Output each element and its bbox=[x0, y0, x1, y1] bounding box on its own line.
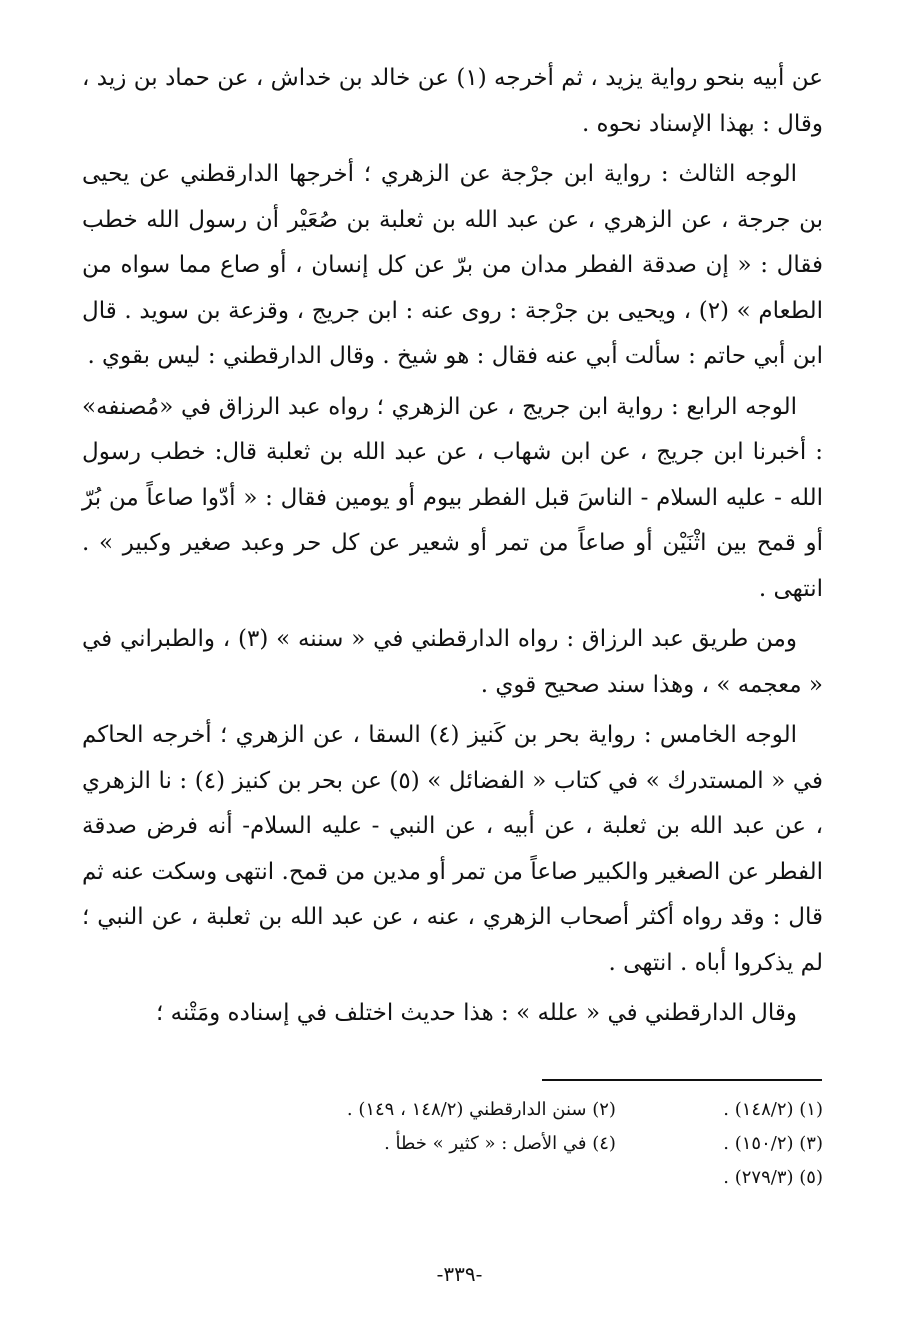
paragraph-fifth-aspect: الوجه الخامس : رواية بحر بن كَنيز (٤) السقا ، عن الزهري ؛ أخرجه الحاكم في « المستدرك » في كتاب « الفضائل » (٥) عن بحر بن كنيز (٤) : نا الزهري ، عن عبد الله بن ثعلبة ، عن أبيه ، عن النبي - عليه السلام- أنه فرض صدقة الفطر عن الصغير والكبير صاعاً من تمر أو مدين من قمح. انتهى وسكت عنه ثم قال : وقد رواه أكثر أصحاب الزهري ، عنه ، عن عبد الله بن ثعلبة ، عن النبي ؛ لم يذكروا أباه . انتهى . bbox=[82, 722, 823, 976]
main-text bbox=[82, 56, 823, 1042]
footnote-row bbox=[263, 1161, 823, 1195]
footnote-5: (٥) (٢٧٩/٣) . bbox=[723, 1167, 823, 1188]
paragraph-third-aspect: الوجه الثالث : رواية ابن جرْجة عن الزهري ؛ أخرجها الدارقطني عن يحيى بن جرجة ، عن الزهري ، عن عبد الله بن ثعلبة بن صُعَيْر أن رسول الله خطب فقال : « إن صدقة الفطر مدان من برّ عن كل إنسان ، أو صاع مما سواه من الطعام » (٢) ، ويحيى بن جرْجة : روى عنه : ابن جريج ، وقزعة بن سويد . قال ابن أبي حاتم : سألت أبي عنه فقال : هو شيخ . وقال الدارقطني : ليس بقوي . bbox=[82, 161, 824, 369]
footnote-row bbox=[263, 1127, 823, 1161]
paragraph-daraqutni-ilal: وقال الدارقطني في « علله » : هذا حديث اختلف في إسناده ومَتْنه ؛ bbox=[155, 1000, 797, 1026]
footnote-1: (١) (١٤٨/٢) . bbox=[723, 1099, 823, 1120]
footnote-separator bbox=[542, 1079, 822, 1081]
footnotes bbox=[263, 1093, 823, 1195]
footnote-2: (٢) سنن الدارقطني (١٤٨/٢ ، ١٤٩) . bbox=[346, 1099, 616, 1120]
paragraph-continuation: عن أبيه بنحو رواية يزيد ، ثم أخرجه (١) عن خالد بن خداش ، عن حماد بن زيد ، وقال : بهذا الإسناد نحوه . bbox=[82, 65, 823, 137]
paragraph-fourth-aspect: الوجه الرابع : رواية ابن جريج ، عن الزهري ؛ رواه عبد الرزاق في «مُصنفه» : أخبرنا ابن جريج ، عن ابن شهاب ، عن عبد الله بن ثعلبة قال: خطب رسول الله - عليه السلام - الناسَ قبل الفطر بيوم أو يومين فقال : « أدّوا صاعاً من بُرّ أو قمح بين اثْنَيْن أو صاعاً من تمر أو شعير عن كل حر وعبد صغير وكبير » . انتهى . bbox=[82, 393, 823, 602]
footnote-row bbox=[263, 1093, 823, 1127]
footnote-4: (٤) في الأصل : « كثير » خطأ . bbox=[384, 1133, 616, 1154]
paragraph-abdulrazzaq-route: ومن طريق عبد الرزاق : رواه الدارقطني في « سننه » (٣) ، والطبراني في « معجمه » ، وهذا سند صحيح قوي . bbox=[82, 626, 823, 698]
page-number: -٣٣٩- bbox=[436, 1262, 483, 1286]
footnote-3: (٣) (١٥٠/٢) . bbox=[723, 1133, 823, 1154]
